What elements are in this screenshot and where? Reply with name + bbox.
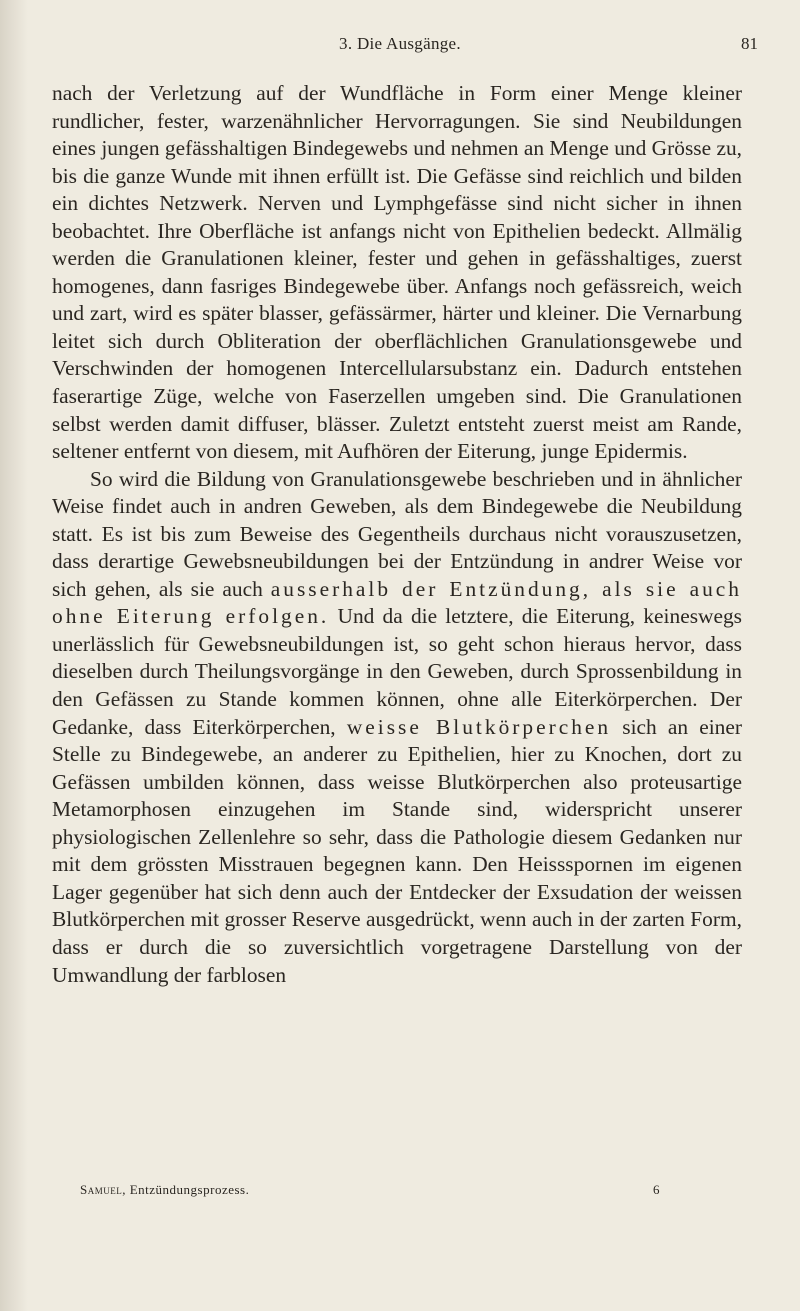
running-head bbox=[40, 34, 760, 58]
footer-book-title: Entzündungsprozess. bbox=[129, 1182, 250, 1197]
emphasis-spaced-2: weisse Blutkörperchen bbox=[346, 714, 612, 739]
page-number: 81 bbox=[741, 34, 758, 53]
paragraph-1: nach der Verletzung auf der Wundfläche in Form einer Menge kleiner rundlicher, fester, warzenähnlicher Hervorragungen. Sie sind Neubildungen eines jungen gefässhaltigen Bindegewebs und nehmen an Menge und Grösse zu, bis die ganze Wunde mit ihnen erfüllt ist. Die Gefässe sind reichlich und bilden ein dichtes Netzwerk. Nerven und Lymphgefässe sind nicht sicher in ihnen beobachtet. Ihre Oberfläche ist anfangs nicht von Epithelien bedeckt. Allmälig werden die Granulationen kleiner, fester und gehen in gefässhaltiges, zuerst homogenes, dann fasriges Bindegewebe über. Anfangs noch gefässreich, weich und zart, wird es später blasser, gefässärmer, härter und kleiner. Die Vernarbung leitet sich durch Obliteration der oberflächlichen Granulationsgewebe und Verschwinden der homogenen Intercellularsubstanz ein. Dadurch entstehen faserartige Züge, welche von Faserzellen umgeben sind. Die Granulationen selbst werden damit diffuser, blässer. Zuletzt entsteht zuerst meist am Rande, seltener entfernt von diesem, mit Aufhören der Eiterung, junge Epidermis. bbox=[52, 81, 742, 464]
paragraph-2-text-e: sich an einer Stelle zu Bindegewebe, an anderer zu Epithelien, hier zu Knochen, dort zu Gefässen umbilden können, dass weisse Blutkörperchen also proteusartige Metamorphosen einzugehen im Stande sind, widerspricht unserer physiologischen Zellenlehre so sehr, dass die Pathologie diesem Gedanken nur mit dem grössten Misstrauen begegnen kann. Den Heissspornen im eigenen Lager gegenüber hat sich denn auch der Entdecker der Exsudation der weissen Blutkörperchen mit grosser Reserve ausgedrückt, wenn auch in der zarten Form, dass er durch die so zuversichtlich vorgetragene Darstellung von der Umwandlung der farblosen bbox=[52, 714, 742, 987]
paragraph-2 bbox=[52, 466, 742, 989]
footer-author: Samuel, bbox=[80, 1182, 126, 1197]
paragraph-2-text-a: So wird die Bildung von Granulationsgewebe beschrieben und in ähnlicher Weise findet auch in andren Geweben, als dem Bindegewebe die Neubildung statt. Es ist bis zum Beweise des Gegentheils durchaus nicht vorauszusetzen, dass derartige Gewebsneubildungen bei der Entzündung in andrer Weise vor sich gehen, als sie auch bbox=[52, 466, 742, 601]
footer-signature bbox=[80, 1182, 660, 1198]
body-text bbox=[52, 80, 742, 989]
running-title: 3. Die Ausgänge. bbox=[339, 34, 461, 53]
footer-signature-number: 6 bbox=[653, 1182, 660, 1197]
page-edge-shadow bbox=[0, 0, 28, 1311]
emphasis-spaced-1: ausserhalb der Entzündung, als sie auch ohne Eiterung erfolgen. bbox=[52, 576, 742, 629]
paragraph-2-text-c: Und da die letztere, die Eiterung, keineswegs unerlässlich für Gewebsneubildungen ist, so geht schon hieraus hervor, dass dieselben durch Theilungsvorgänge in den Geweben, durch Sprossenbildung in den Gefässen zu Stande kommen können, ohne alle Eiterkörperchen. Der Gedanke, dass Eiterkörperchen, bbox=[52, 604, 742, 739]
